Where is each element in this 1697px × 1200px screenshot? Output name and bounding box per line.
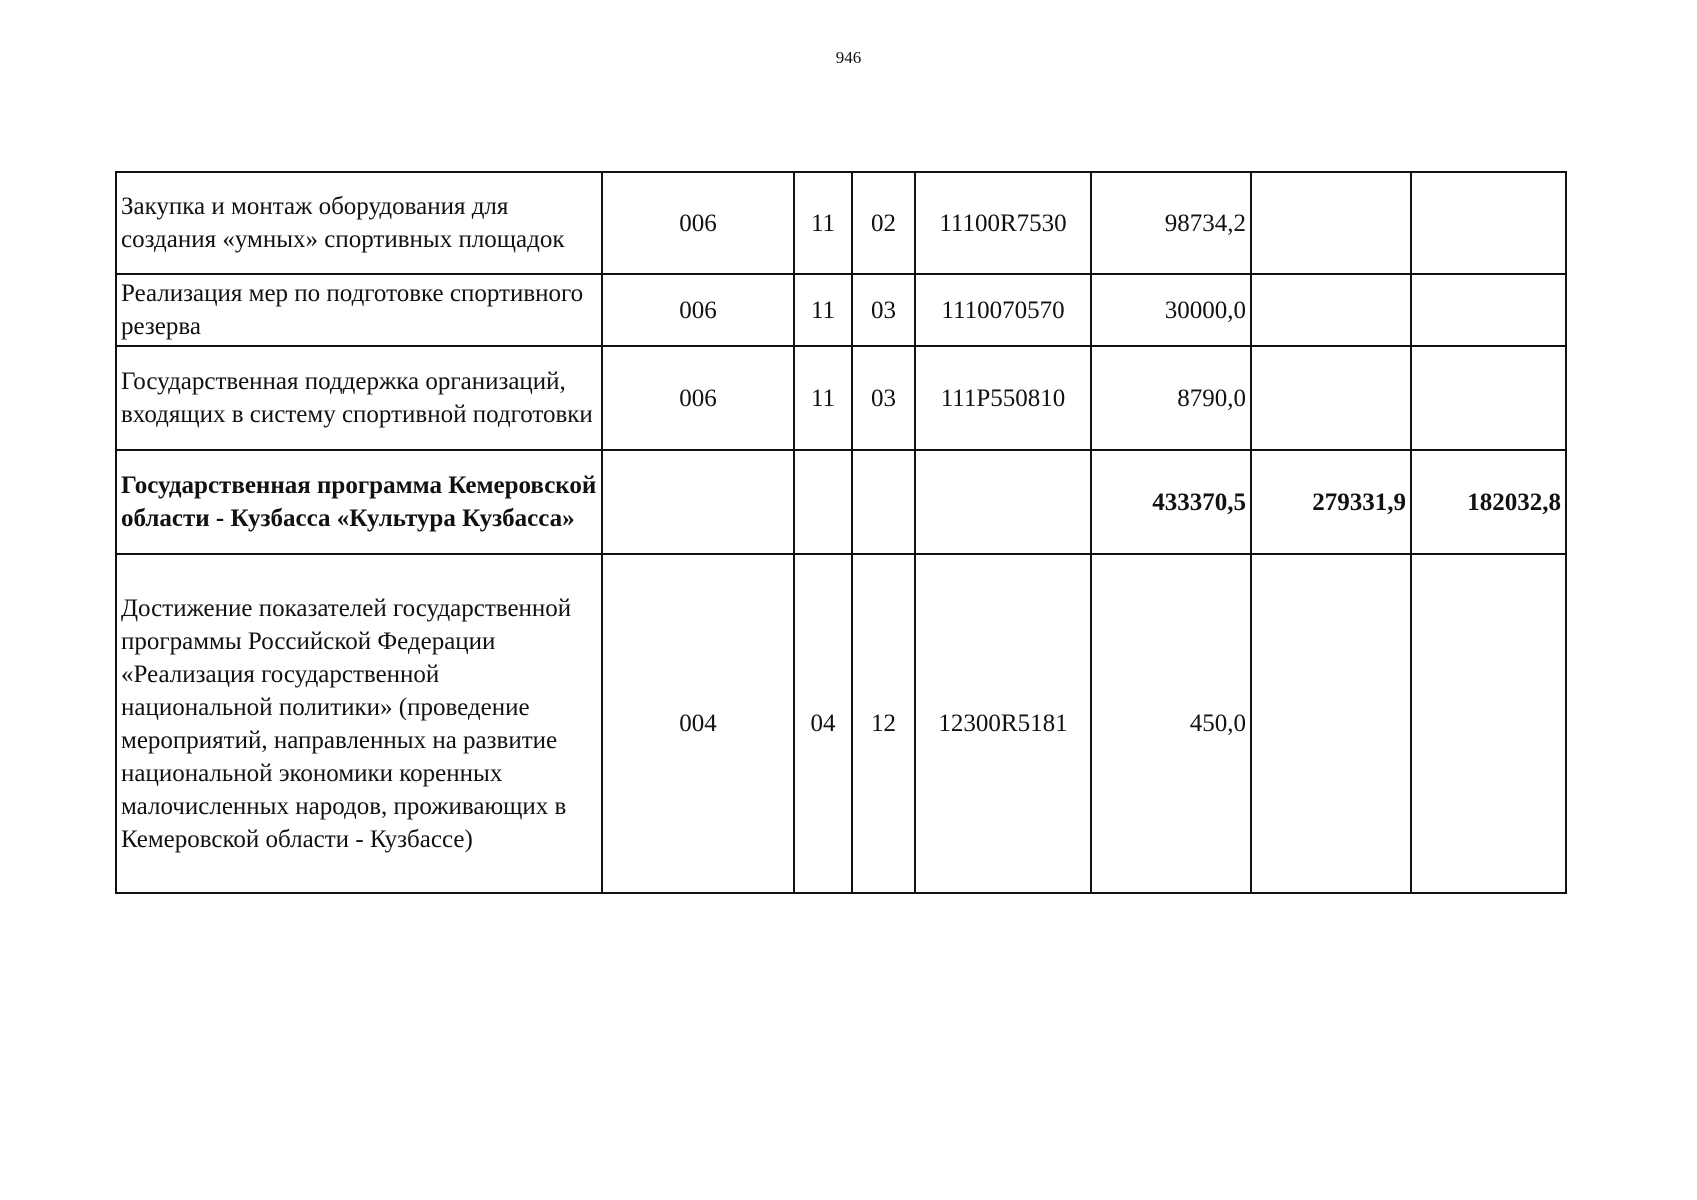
target-article-cell: 1110070570 [915,274,1091,346]
subsection-code-cell: 12 [852,554,915,893]
amount-year3-cell [1411,172,1566,274]
section-code-cell: 11 [794,346,852,450]
item-name-cell: Достижение показателей государственной программы Российской Федерации «Реализация государственной национальной политики» (проведение мероприятий, направленных на развитие национальной экономики коренных малочисленных народов, проживающих в Кемеровской области - Кузбассе) [116,554,602,893]
item-name-cell: Закупка и монтаж оборудования для создания «умных» спортивных площадок [116,172,602,274]
ministry-code-cell: 006 [602,346,794,450]
amount-year3-cell: 182032,8 [1411,450,1566,554]
ministry-code-cell: 004 [602,554,794,893]
item-name-cell: Реализация мер по подготовке спортивного резерва [116,274,602,346]
table-row [116,346,1566,450]
amount-year1-cell: 98734,2 [1091,172,1251,274]
amount-year1-cell: 450,0 [1091,554,1251,893]
subsection-code-cell [852,450,915,554]
amount-year2-cell [1251,554,1411,893]
amount-year2-cell [1251,172,1411,274]
amount-year2-cell [1251,274,1411,346]
budget-table [115,171,1567,894]
table-row [116,274,1566,346]
program-name-cell: Государственная программа Кемеровской области - Кузбасса «Культура Кузбасса» [116,450,602,554]
ministry-code-cell: 006 [602,274,794,346]
amount-year2-cell [1251,346,1411,450]
target-article-cell: 11100R7530 [915,172,1091,274]
amount-year3-cell [1411,274,1566,346]
item-name-cell: Государственная поддержка организаций, входящих в систему спортивной подготовки [116,346,602,450]
target-article-cell: 111P550810 [915,346,1091,450]
subsection-code-cell: 03 [852,346,915,450]
section-code-cell: 04 [794,554,852,893]
subsection-code-cell: 02 [852,172,915,274]
program-total-row [116,450,1566,554]
amount-year2-cell: 279331,9 [1251,450,1411,554]
section-code-cell: 11 [794,274,852,346]
ministry-code-cell [602,450,794,554]
table-row [116,554,1566,893]
target-article-cell [915,450,1091,554]
amount-year1-cell: 8790,0 [1091,346,1251,450]
section-code-cell: 11 [794,172,852,274]
amount-year1-cell: 433370,5 [1091,450,1251,554]
ministry-code-cell: 006 [602,172,794,274]
page-number: 946 [835,48,862,67]
amount-year1-cell: 30000,0 [1091,274,1251,346]
subsection-code-cell: 03 [852,274,915,346]
target-article-cell: 12300R5181 [915,554,1091,893]
amount-year3-cell [1411,346,1566,450]
table-row [116,172,1566,274]
section-code-cell [794,450,852,554]
amount-year3-cell [1411,554,1566,893]
